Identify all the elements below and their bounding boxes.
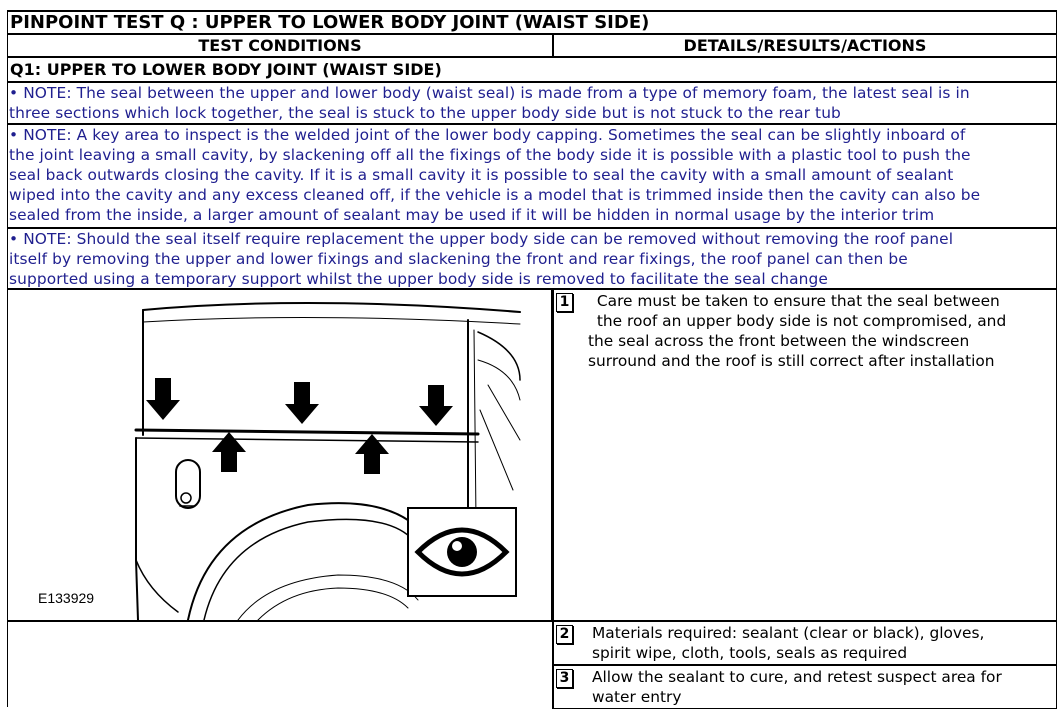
note-line: itself by removing the upper and lower fixings and slackening the front and rear fixings, the roof panel can then be xyxy=(9,250,908,268)
note-line: sealed from the inside, a larger amount of sealant may be used if it will be hidden in normal usage by the interior trim xyxy=(9,206,935,224)
step-number: 2 xyxy=(556,625,573,644)
step-text xyxy=(592,667,1050,707)
section-heading: Q1: UPPER TO LOWER BODY JOINT (WAIST SIDE) xyxy=(7,56,1057,81)
step-line: Materials required: sealant (clear or black), gloves, xyxy=(592,624,985,642)
step-line: Allow the sealant to cure, and retest suspect area for xyxy=(592,668,1002,686)
bullet: • xyxy=(9,230,19,248)
step-line: water entry xyxy=(592,688,682,706)
step-line: the seal across the front between the windscreen xyxy=(588,332,970,350)
note-line xyxy=(9,229,1056,249)
step-line: Care must be taken to ensure that the seal between xyxy=(592,292,1000,310)
step-line: spirit wipe, cloth, tools, seals as required xyxy=(592,644,908,662)
note-seal-replacement xyxy=(7,227,1057,288)
step-line: surround and the roof is still correct after installation xyxy=(588,352,995,370)
note-line xyxy=(9,83,1056,103)
empty-test-conditions-cell xyxy=(7,621,552,707)
header-details-results-actions: DETAILS/RESULTS/ACTIONS xyxy=(683,36,927,55)
note-text: NOTE: Should the seal itself require replacement the upper body side can be removed without removing the roof panel xyxy=(23,230,954,248)
note-waist-seal xyxy=(7,81,1057,123)
figure-caption: E133929 xyxy=(38,590,95,606)
header-test-conditions: TEST CONDITIONS xyxy=(8,35,554,56)
pinpoint-test-document xyxy=(7,10,1057,705)
steps-area xyxy=(7,288,1057,705)
step-number: 1 xyxy=(556,293,573,312)
bullet: • xyxy=(9,126,19,144)
step-3-cell xyxy=(552,665,1057,709)
note-text: NOTE: The seal between the upper and lower body (waist seal) is made from a type of memory foam, the latest seal is in xyxy=(23,84,970,102)
note-line: wiped into the cavity and any excess cleaned off, if the vehicle is a model that is trimmed inside then the cavity can also be xyxy=(9,186,981,204)
note-line: seal back outwards closing the cavity. If it is a small cavity it is possible to seal the cavity with a small amount of sealant xyxy=(9,166,954,184)
step-text xyxy=(592,623,1050,663)
note-line: supported using a temporary support whilst the upper body side is removed to facilitate the seal change xyxy=(9,270,828,288)
vehicle-body-illustration xyxy=(8,290,551,620)
document-title: PINPOINT TEST Q : UPPER TO LOWER BODY JOINT (WAIST SIDE) xyxy=(7,10,1057,33)
bullet: • xyxy=(9,84,19,102)
figure-cell xyxy=(7,290,552,621)
step-text xyxy=(588,291,1050,371)
step-number: 3 xyxy=(556,669,573,688)
step-2-cell xyxy=(552,621,1057,665)
step-line: the roof an upper body side is not compromised, and xyxy=(592,312,1007,330)
step-1-cell xyxy=(552,290,1057,621)
note-line: the joint leaving a small cavity, by slackening off all the fixings of the body side it is possible with a plastic tool to push the xyxy=(9,146,971,164)
note-line xyxy=(9,125,1056,145)
note-line: three sections which lock together, the seal is stuck to the upper body side but is not stuck to the rear tub xyxy=(9,104,841,122)
table-header xyxy=(7,33,1057,56)
note-key-area xyxy=(7,123,1057,227)
note-text: NOTE: A key area to inspect is the welded joint of the lower body capping. Sometimes the seal can be slightly inboard of xyxy=(23,126,966,144)
